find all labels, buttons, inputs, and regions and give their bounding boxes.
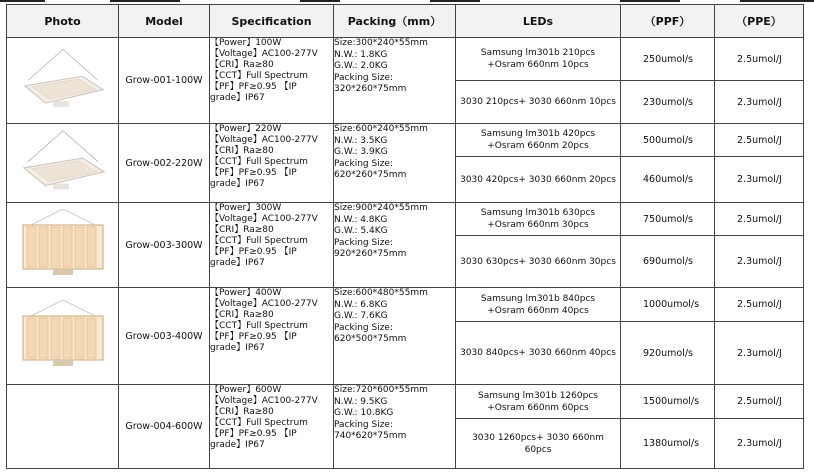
header-model: Model	[119, 5, 210, 38]
led-option-3030	[456, 419, 621, 469]
spec-line: 【Power】400W	[210, 288, 282, 298]
ppf-value: 250umol/s	[621, 38, 715, 81]
product-photo	[7, 385, 119, 469]
packing-line: 920*260*75mm	[334, 249, 407, 259]
packing-line: N.W.: 4.8KG	[334, 214, 388, 225]
spec-line: 【PF】PF≥0.95 【IP	[210, 247, 297, 257]
product-photo	[7, 288, 119, 385]
ppe-value: 2.3umol/J	[715, 236, 804, 288]
header-ppe: （PPE）	[715, 5, 804, 38]
ppe-value: 2.5umol/J	[715, 385, 804, 419]
packing-line: G.W.: 10.8KG	[334, 408, 394, 418]
spec-line: 【CCT】Full Spectrum	[210, 71, 308, 81]
ppf-value: 690umol/s	[621, 236, 715, 288]
packing-line: N.W.: 1.8KG	[334, 49, 388, 60]
light-panel-icon	[14, 128, 112, 198]
ppe-value: 2.3umol/J	[715, 81, 804, 124]
model-name: Grow-004-600W	[119, 385, 210, 469]
model-name: Grow-003-400W	[119, 288, 210, 385]
spec-line: 【Voltage】AC100-277V	[210, 49, 318, 59]
led-option-samsung	[456, 203, 621, 236]
product-photo	[7, 203, 119, 288]
led-line: +Osram 660nm 40pcs	[487, 305, 589, 316]
led-option-3030	[456, 322, 621, 385]
packing-line: Size:720*600*55mm	[334, 385, 428, 395]
packing-cell	[334, 203, 456, 288]
led-line: +Osram 660nm 20pcs	[487, 141, 589, 151]
ppe-value: 2.3umol/J	[715, 157, 804, 203]
packing-line: 620*260*75mm	[334, 170, 407, 180]
spec-line: grade】IP67	[210, 258, 265, 268]
led-option-3030	[456, 157, 621, 203]
packing-cell	[334, 124, 456, 203]
spec-line: 【PF】PF≥0.95 【IP	[210, 82, 297, 92]
spec-line: 【CRI】Ra≥80	[210, 407, 274, 417]
header-row	[7, 5, 804, 38]
led-line: Samsung lm301b 630pcs	[480, 208, 596, 218]
table-row	[7, 203, 804, 236]
ppf-value: 750umol/s	[621, 203, 715, 236]
led-option-3030	[456, 81, 621, 124]
spec-line: 【CRI】Ra≥80	[210, 310, 274, 320]
spec-line: 【Voltage】AC100-277V	[210, 214, 318, 224]
light-bars-icon	[13, 209, 113, 281]
table-row	[7, 124, 804, 157]
spec-line: 【CRI】Ra≥80	[210, 146, 274, 156]
ppf-value: 920umol/s	[621, 322, 715, 385]
spec-line: 【Voltage】AC100-277V	[210, 299, 318, 309]
led-line: Samsung lm301b 1260pcs	[478, 390, 598, 401]
spec-line: 【Power】300W	[210, 203, 282, 213]
led-line: +Osram 660nm 10pcs	[487, 60, 589, 70]
led-line: 3030 420pcs+ 3030 660nm 20pcs	[460, 174, 616, 185]
specification-cell	[210, 38, 334, 124]
specification-cell	[210, 124, 334, 203]
packing-line: Packing Size:	[334, 158, 393, 169]
ppe-value: 2.5umol/J	[715, 203, 804, 236]
model-name: Grow-002-220W	[119, 124, 210, 203]
led-option-samsung	[456, 124, 621, 157]
top-border-fragments	[0, 0, 814, 3]
led-line: +Osram 660nm 60pcs	[487, 402, 589, 413]
packing-line: Size:600*480*55mm	[334, 288, 428, 298]
specification-cell	[210, 203, 334, 288]
led-line: 3030 210pcs+ 3030 660nm 10pcs	[460, 97, 616, 107]
header-specification: Specification	[210, 5, 334, 38]
ppf-value: 1000umol/s	[621, 288, 715, 322]
ppe-value: 2.3umol/J	[715, 322, 804, 385]
packing-line: N.W.: 6.8KG	[334, 299, 388, 310]
led-line: 3030 630pcs+ 3030 660nm 30pcs	[460, 256, 616, 267]
spec-line: 【PF】PF≥0.95 【IP	[210, 332, 297, 342]
model-name: Grow-001-100W	[119, 38, 210, 124]
model-name: Grow-003-300W	[119, 203, 210, 288]
packing-line: N.W.: 9.5KG	[334, 396, 388, 407]
product-spec-table	[6, 4, 804, 469]
led-option-samsung	[456, 288, 621, 322]
ppf-value: 500umol/s	[621, 124, 715, 157]
ppf-value: 230umol/s	[621, 81, 715, 124]
packing-line: G.W.: 5.4KG	[334, 226, 388, 236]
led-line: Samsung lm301b 840pcs	[480, 293, 596, 304]
light-panel-icon	[15, 46, 111, 116]
packing-line: Packing Size:	[334, 322, 393, 333]
packing-cell	[334, 38, 456, 124]
led-option-3030	[456, 236, 621, 288]
spec-line: 【CCT】Full Spectrum	[210, 236, 308, 246]
light-bars-icon	[13, 300, 113, 372]
led-line: 3030 840pcs+ 3030 660nm 40pcs	[460, 348, 616, 358]
packing-line: 320*260*75mm	[334, 84, 407, 94]
ppf-value: 460umol/s	[621, 157, 715, 203]
header-leds: LEDs	[456, 5, 621, 38]
spec-line: 【CRI】Ra≥80	[210, 60, 274, 70]
header-packing: Packing（mm）	[334, 5, 456, 38]
packing-line: Packing Size:	[334, 72, 393, 83]
ppe-value: 2.3umol/J	[715, 419, 804, 469]
packing-line: Size:300*240*55mm	[334, 38, 428, 48]
packing-line: 620*500*75mm	[334, 334, 407, 344]
ppe-value: 2.5umol/J	[715, 38, 804, 81]
spec-line: 【Voltage】AC100-277V	[210, 396, 318, 406]
spec-line: 【CRI】Ra≥80	[210, 225, 274, 235]
table-row	[7, 288, 804, 322]
packing-line: Size:900*240*55mm	[334, 203, 428, 213]
spec-line: 【Power】100W	[210, 38, 282, 48]
packing-line: Packing Size:	[334, 237, 393, 248]
specification-cell	[210, 385, 334, 469]
spec-line: 【Power】220W	[210, 124, 282, 134]
spec-line: 【CCT】Full Spectrum	[210, 321, 308, 331]
packing-line: Packing Size:	[334, 419, 393, 430]
ppf-value: 1500umol/s	[621, 385, 715, 419]
spec-line: 【CCT】Full Spectrum	[210, 157, 308, 167]
spec-line: grade】IP67	[210, 343, 265, 353]
ppe-value: 2.5umol/J	[715, 124, 804, 157]
led-option-samsung	[456, 38, 621, 81]
table-row	[7, 385, 804, 419]
led-line: 60pcs	[524, 444, 552, 455]
header-photo: Photo	[7, 5, 119, 38]
packing-line: G.W.: 2.0KG	[334, 61, 388, 71]
packing-line: Size:600*240*55mm	[334, 124, 428, 134]
product-photo	[7, 38, 119, 124]
product-photo	[7, 124, 119, 203]
packing-line: N.W.: 3.5KG	[334, 135, 388, 146]
spec-line: 【PF】PF≥0.95 【IP	[210, 168, 297, 178]
spec-line: 【PF】PF≥0.95 【IP	[210, 429, 297, 439]
led-line: 3030 1260pcs+ 3030 660nm	[472, 432, 604, 443]
specification-cell	[210, 288, 334, 385]
packing-cell	[334, 385, 456, 469]
ppe-value: 2.5umol/J	[715, 288, 804, 322]
header-ppf: （PPF）	[621, 5, 715, 38]
spec-line: 【CCT】Full Spectrum	[210, 418, 308, 428]
led-line: Samsung lm301b 420pcs	[480, 129, 596, 139]
packing-line: 740*620*75mm	[334, 431, 407, 441]
spec-line: grade】IP67	[210, 179, 265, 189]
spec-line: 【Power】600W	[210, 385, 282, 395]
spec-line: 【Voltage】AC100-277V	[210, 135, 318, 145]
led-line: Samsung lm301b 210pcs	[480, 48, 596, 58]
packing-line: G.W.: 7.6KG	[334, 311, 388, 321]
led-option-samsung	[456, 385, 621, 419]
spec-line: grade】IP67	[210, 93, 265, 103]
packing-cell	[334, 288, 456, 385]
led-line: +Osram 660nm 30pcs	[487, 220, 589, 230]
packing-line: G.W.: 3.9KG	[334, 147, 388, 157]
spec-line: grade】IP67	[210, 440, 265, 450]
table-row	[7, 38, 804, 81]
ppf-value: 1380umol/s	[621, 419, 715, 469]
